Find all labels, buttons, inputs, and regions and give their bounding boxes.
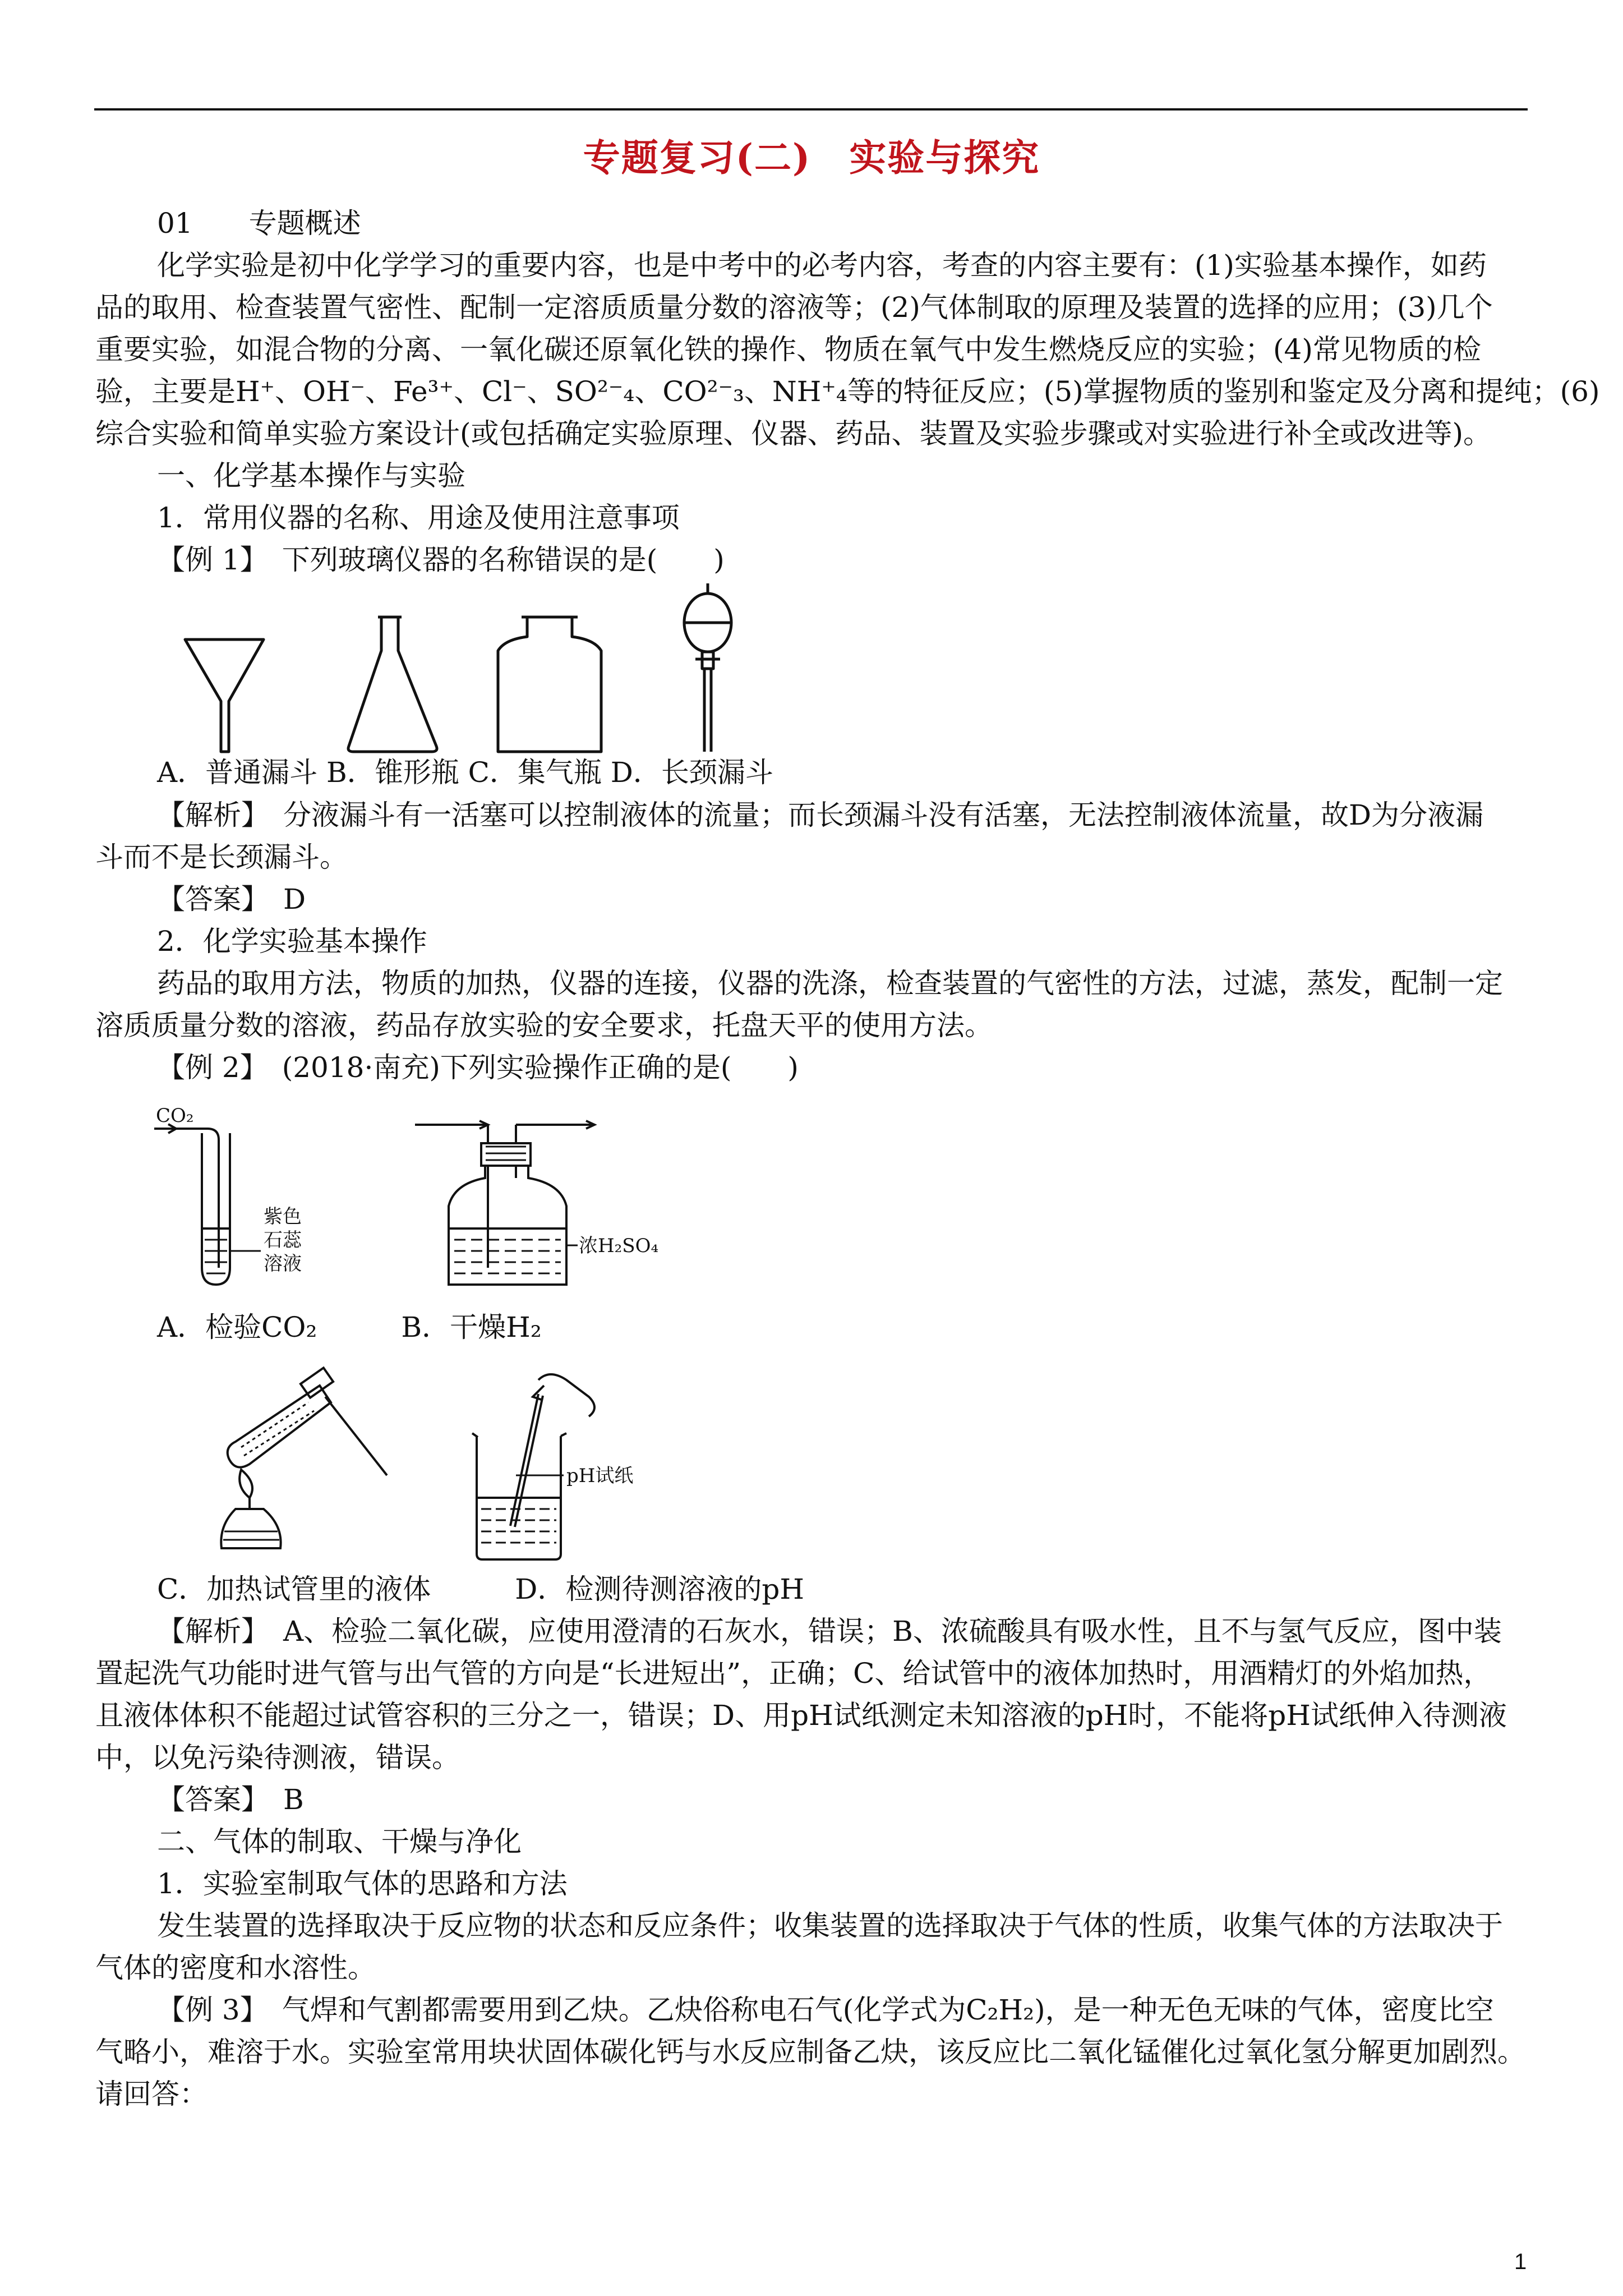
example-1-question: 【例 1】 下列玻璃仪器的名称错误的是( ): [157, 544, 725, 576]
text-line: 综合实验和简单实验方案设计(或包括确定实验原理、仪器、药品、装置及实验步骤或对实验进行补全或改进等)。: [95, 417, 1492, 450]
text-line: 重要实验，如混合物的分离、一氧化碳还原氧化铁的操作、物质在氧气中发生燃烧反应的实验；(4)常见物质的检: [95, 333, 1481, 366]
text-line: 溶质质量分数的溶液，药品存放实验的安全要求，托盘天平的使用方法。: [95, 1009, 993, 1042]
example-3-question: 气略小，难溶于水。实验室常用块状固体碳化钙与水反应制备乙炔，该反应比二氧化锰催化过氧化氢分解更加剧烈。: [95, 2036, 1525, 2068]
example-2-options-cd: C．加热试管里的液体 D．检测待测溶液的pH: [157, 1573, 804, 1605]
example-1-answer: 【答案】 D: [157, 883, 306, 915]
separating-funnel-icon: [684, 583, 731, 752]
funnel-icon: [185, 639, 264, 752]
co2-test-tube-icon: [154, 1105, 302, 1285]
page-number: 1: [1514, 2249, 1527, 2274]
page-title: 专题复习(二) 实验与探究: [583, 136, 1040, 180]
example-2-options-ab: A．检验CO₂ B．干燥H₂: [157, 1311, 542, 1343]
subsection-heading: 1．实验室制取气体的思路和方法: [157, 1867, 568, 1900]
section-heading: 二、气体的制取、干燥与净化: [157, 1825, 522, 1858]
text-line: 发生装置的选择取决于反应物的状态和反应条件；收集装置的选择取决于气体的性质，收集气体的方法取决于: [157, 1910, 1503, 1942]
svg-text:浓H₂SO₄: 浓H₂SO₄: [579, 1235, 659, 1257]
text-line: 01 专题概述: [157, 207, 361, 240]
example-2-analysis: 【解析】 A、检验二氧化碳，应使用澄清的石灰水，错误；B、浓硫酸具有吸水性，且不与氢气反应，图中装: [157, 1615, 1502, 1648]
example-1-figure: [168, 583, 757, 763]
svg-text:pH试纸: pH试纸: [566, 1465, 634, 1487]
example-2-figure-cd: [196, 1363, 701, 1576]
header-rule: [94, 108, 1528, 111]
ph-paper-beaker-icon: [472, 1374, 633, 1559]
svg-text:紫色: 紫色: [264, 1205, 302, 1228]
svg-text:石蕊: 石蕊: [264, 1229, 302, 1251]
conical-flask-icon: [348, 617, 437, 752]
gas-washing-bottle-icon: [415, 1121, 658, 1285]
text-line: 化学实验是初中化学学习的重要内容，也是中考中的必考内容，考查的内容主要有：(1)实验基本操作，如药: [157, 249, 1487, 282]
example-1-options: A．普通漏斗 B．锥形瓶 C．集气瓶 D．长颈漏斗: [157, 756, 773, 789]
text-line: 药品的取用方法，物质的加热，仪器的连接，仪器的洗涤，检查装置的气密性的方法，过滤，蒸发，配制一定: [157, 967, 1503, 1000]
text-line: 验，主要是H⁺、OH⁻、Fe³⁺、Cl⁻、SO²⁻₄、CO²⁻₃、NH⁺₄等的特征反应；(5)掌握物质的鉴别和鉴定及分离和提纯；(6): [95, 375, 1600, 408]
example-2-analysis: 置起洗气功能时进气管与出气管的方向是“长进短出”，正确；C、给试管中的液体加热时，用酒精灯的外焰加热，: [95, 1657, 1492, 1690]
subsection-heading: 2．化学实验基本操作: [157, 925, 427, 958]
example-1-analysis: 斗而不是长颈漏斗。: [95, 841, 348, 873]
example-3-question: 请回答：: [95, 2078, 208, 2110]
example-2-analysis: 且液体体积不能超过试管容积的三分之一，错误；D、用pH试纸测定未知溶液的pH时，不能将pH试纸伸入待测液: [95, 1699, 1507, 1732]
example-3-question: 【例 3】 气焊和气割都需要用到乙炔。乙炔俗称电石气(化学式为C₂H₂)，是一种无色无味的气体，密度比空: [157, 1994, 1494, 2026]
example-1-analysis: 【解析】 分液漏斗有一活塞可以控制液体的流量；而长颈漏斗没有活塞，无法控制液体流量，故D为分液漏: [157, 799, 1484, 831]
heating-test-tube-icon: [221, 1368, 387, 1548]
svg-text:CO₂: CO₂: [156, 1105, 194, 1127]
text-line: 品的取用、检查装置气密性、配制一定溶质质量分数的溶液等；(2)气体制取的原理及装置的选择的应用；(3)几个: [95, 291, 1493, 324]
example-2-answer: 【答案】 B: [157, 1783, 304, 1816]
gas-bottle-icon: [498, 617, 601, 752]
section-heading: 一、化学基本操作与实验: [157, 459, 465, 492]
example-2-analysis: 中，以免污染待测液，错误。: [95, 1741, 460, 1774]
example-2-figure-ab: [151, 1099, 712, 1301]
svg-text:溶液: 溶液: [264, 1253, 302, 1275]
subsection-heading: 1．常用仪器的名称、用途及使用注意事项: [157, 501, 680, 534]
example-2-question: 【例 2】 (2018·南充)下列实验操作正确的是( ): [157, 1051, 799, 1084]
text-line: 气体的密度和水溶性。: [95, 1952, 376, 1984]
